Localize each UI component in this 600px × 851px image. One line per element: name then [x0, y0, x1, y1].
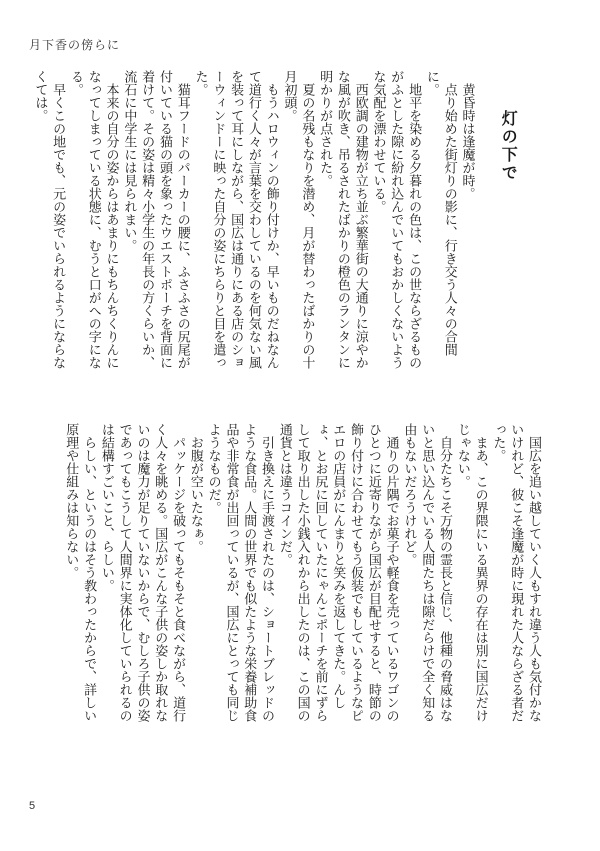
paragraph: 引き換えに手渡されたのは、ショートブレッドのような食品。人間の世界でも似たような栄養補助食品や非常食が出回っているが、国広にとっても同じようなものだ。 [205, 423, 275, 722]
chapter-title: 灯の下で [499, 110, 519, 182]
paragraph: 地平を染める夕暮れの色は、この世ならざるものがふとした隙に紛れ込んでいてもおかしくないような気配を漂わせている。 [370, 70, 422, 369]
paragraph: お腹が空いたなぁ。 [187, 423, 203, 553]
paragraph: らしい、というのはそう教わったからで、詳しい原理や仕組みは知らない。 [63, 423, 97, 722]
paragraph: 自分たちこそ万物の霊長と信じ、他種の脅威はないと思い込んでいる人間たちは隙だらけで全く知る由もないだろうけれど。 [401, 423, 453, 722]
page-number: 5 [29, 800, 36, 812]
paragraph: 猫耳フードのパーカーの腰に、ふさふさの尻尾が付いている猫の頭を象ったウエストポーチを背面に着けて。その姿は精々小学生の年長の方くらいか、流石に中学生には見られまい。 [121, 70, 190, 369]
running-head-book-title: 月下香の傍らに [29, 38, 121, 52]
paragraph: 早くこの地でも、元の姿でいられるようにならなくては。 [32, 70, 66, 369]
paragraph: 通りの片隅でお菓子や軽食を売っているワゴンのひとつに近寄りながら国広が目配せすると、時節の飾り付けに合わせてもう仮装でもしているようなピエロの店員がにんまりと笑みを返してきた。んしょ、とお尻に回していたにゃんこポーチを前にずらして取り出した小銭入れから出したのは、この国の通貨とは違うコインだ。 [276, 423, 399, 722]
paragraph: 西欧調の建物が立ち並ぶ繁華街の大通りに涼やかな風が吹き、吊るされたばかりの橙色のランタンに明かりが点された。 [317, 70, 368, 369]
paragraph: 黄昏時は逢魔が時。 [459, 70, 475, 200]
paragraph: パッケージを破ってもそもそと食べながら、道行く人々を眺める。国広がこんな子供の姿しか取れないのは魔力が足りていないからで、むしろ子供の姿であってもこうして人間界に実体化していられるのは結構すごいこと、らしい。 [98, 423, 186, 722]
lower-text-block [56, 423, 542, 733]
paragraph: 点り始めた街灯りの影に、行き交う人々の合間に。 [423, 70, 457, 356]
paragraph: まあ、この界隈にいる異界の存在は別に国広だけじゃない。 [454, 423, 488, 722]
paragraph: 本来の自分の姿からはあまりにもちんちくりんになってしまっている状態に、むうと口がへの字になる。 [67, 70, 119, 369]
paragraph: もうハロウィンの飾り付けか、早いものだねなんて道行く人々が言葉を交わしているのを何気ない風を装って耳にしながら、国広は通りにある店のショーウィンドーに映った自分の姿にちらりと目を遣った。 [192, 70, 279, 369]
paragraph: 夏の名残もなりを潜め、月が替わったばかりの十月初頭。 [281, 70, 315, 369]
upper-text-block [32, 70, 528, 370]
paragraph: 国広を追い越していく人もすれ違う人も気付かないけれど、彼こそ逢魔が時に現れた人ならざる者だった。 [490, 423, 541, 722]
